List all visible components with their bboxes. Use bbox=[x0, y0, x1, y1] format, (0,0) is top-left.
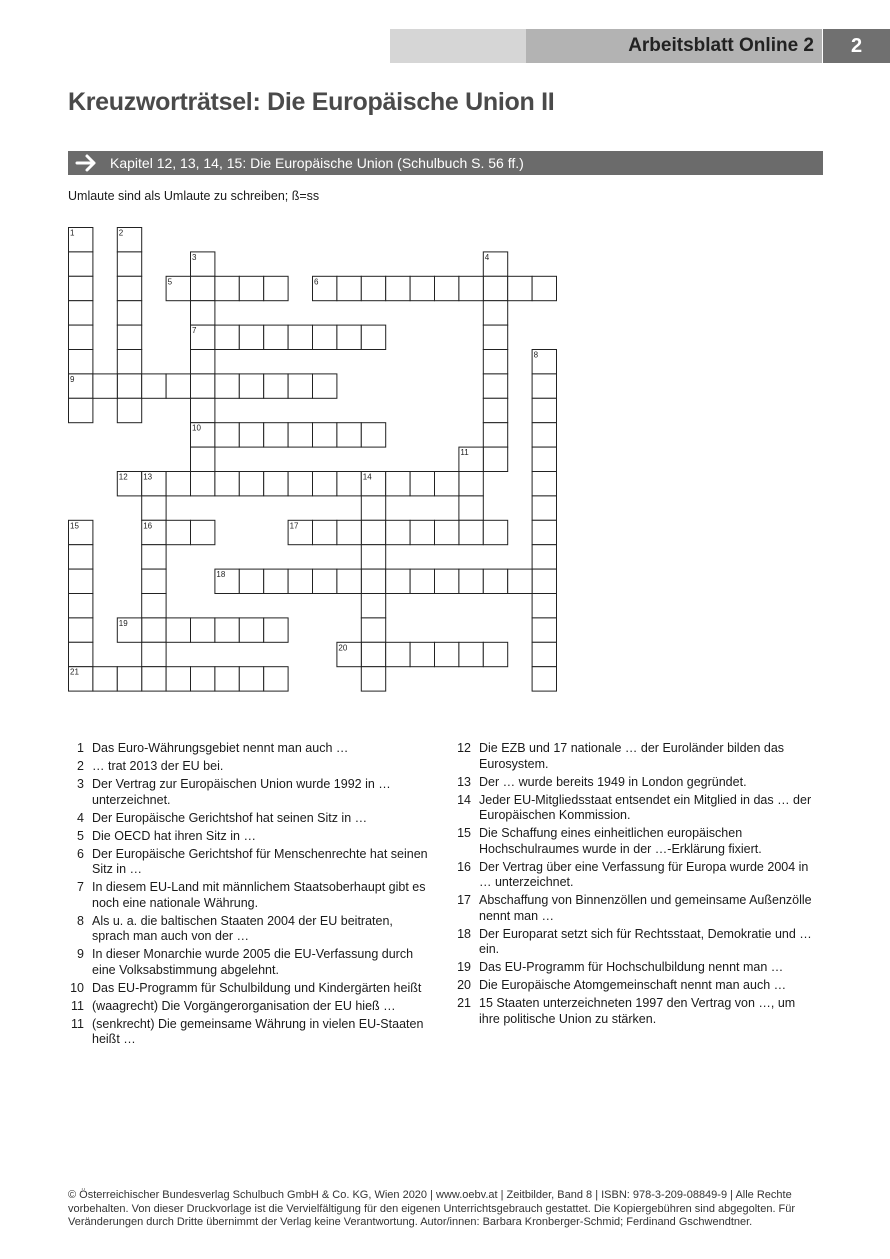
clue-item bbox=[68, 759, 428, 775]
crossword-cell[interactable] bbox=[532, 447, 556, 471]
clue-item bbox=[68, 847, 428, 878]
crossword-cell[interactable] bbox=[386, 276, 410, 300]
clue-item-text: Die OECD hat ihren Sitz in … bbox=[92, 828, 256, 843]
crossword-cell[interactable] bbox=[532, 496, 556, 520]
crossword-cell[interactable] bbox=[69, 594, 93, 618]
clue-item-number: 19 bbox=[457, 960, 471, 974]
crossword-cell[interactable] bbox=[337, 276, 361, 300]
crossword-cell[interactable] bbox=[288, 423, 312, 447]
crossword-cell[interactable] bbox=[532, 472, 556, 496]
crossword-cell[interactable] bbox=[386, 642, 410, 666]
clue-item bbox=[455, 927, 815, 958]
crossword-cell[interactable] bbox=[483, 276, 507, 300]
clue-item bbox=[68, 829, 428, 845]
clue-item-text: Der Vertrag über eine Verfassung für Europa wurde 2004 in … unterzeichnet. bbox=[479, 859, 809, 889]
crossword-cell[interactable] bbox=[483, 350, 507, 374]
crossword-cell[interactable] bbox=[313, 325, 337, 349]
clue-item-number: 7 bbox=[77, 880, 84, 894]
clue-item-text: Der Europäische Gerichtshof für Menschenrechte hat seinen Sitz in … bbox=[92, 846, 428, 876]
clue-number: 4 bbox=[484, 252, 490, 262]
clue-item bbox=[68, 811, 428, 827]
crossword-cell[interactable] bbox=[264, 423, 288, 447]
clue-number: 9 bbox=[70, 374, 75, 384]
clue-item-text: Der Europarat setzt sich für Rechtsstaat, Demokratie und … ein. bbox=[479, 926, 812, 956]
crossword-cell[interactable] bbox=[361, 276, 385, 300]
crossword-cell[interactable] bbox=[459, 520, 483, 544]
crossword-cell[interactable] bbox=[215, 325, 239, 349]
crossword-cell[interactable] bbox=[239, 618, 263, 642]
crossword-cell[interactable] bbox=[483, 520, 507, 544]
clue-number: 17 bbox=[289, 521, 299, 531]
crossword-cell[interactable] bbox=[410, 472, 434, 496]
clue-item-text: In diesem EU-Land mit männlichem Staatsoberhaupt gibt es noch eine nationale Währung. bbox=[92, 880, 426, 910]
clue-item-text: In dieser Monarchie wurde 2005 die EU-Verfassung durch eine Volksabstimmung abgelehnt. bbox=[92, 947, 414, 977]
clue-item-number: 20 bbox=[457, 978, 471, 992]
crossword-cell[interactable] bbox=[532, 642, 556, 666]
crossword-cell[interactable] bbox=[483, 325, 507, 349]
crossword-cell[interactable] bbox=[69, 350, 93, 374]
clue-item bbox=[68, 999, 428, 1015]
crossword-cell[interactable] bbox=[239, 374, 263, 398]
worksheet-label: Arbeitsblatt Online 2 bbox=[628, 35, 814, 56]
clue-item-number: 4 bbox=[77, 810, 84, 825]
crossword-cell[interactable] bbox=[69, 398, 93, 422]
crossword-cell[interactable] bbox=[93, 667, 117, 691]
crossword-cell[interactable] bbox=[142, 496, 166, 520]
clue-item bbox=[68, 947, 428, 978]
crossword-cell[interactable] bbox=[532, 594, 556, 618]
crossword-cell[interactable] bbox=[215, 423, 239, 447]
crossword-cell[interactable] bbox=[69, 618, 93, 642]
crossword-cell[interactable] bbox=[264, 569, 288, 593]
crossword-cell[interactable] bbox=[532, 374, 556, 398]
crossword-cell[interactable] bbox=[69, 276, 93, 300]
crossword-cell[interactable] bbox=[191, 301, 215, 325]
clue-item-number: 17 bbox=[457, 893, 471, 907]
crossword-cell[interactable] bbox=[313, 423, 337, 447]
crossword-cell[interactable] bbox=[361, 423, 385, 447]
crossword-cell[interactable] bbox=[166, 374, 190, 398]
clue-item bbox=[455, 996, 815, 1027]
crossword-cell[interactable] bbox=[288, 569, 312, 593]
clue-item-number: 14 bbox=[457, 792, 471, 807]
clue-item-number: 9 bbox=[77, 947, 84, 961]
crossword-cell[interactable] bbox=[410, 642, 434, 666]
crossword-cell[interactable] bbox=[264, 472, 288, 496]
crossword-cell[interactable] bbox=[117, 398, 141, 422]
clue-number: 1 bbox=[70, 228, 75, 238]
clue-item-number: 10 bbox=[70, 980, 84, 995]
crossword-cell[interactable] bbox=[239, 276, 263, 300]
crossword-cell[interactable] bbox=[361, 325, 385, 349]
crossword-cell[interactable] bbox=[117, 374, 141, 398]
page-number: 2 bbox=[823, 29, 890, 63]
crossword-cell[interactable] bbox=[69, 569, 93, 593]
crossword-cell[interactable] bbox=[435, 569, 459, 593]
clue-number: 19 bbox=[118, 618, 128, 628]
crossword-cell[interactable] bbox=[117, 667, 141, 691]
crossword-cell[interactable] bbox=[532, 276, 556, 300]
crossword-cell[interactable] bbox=[508, 276, 532, 300]
crossword-cell[interactable] bbox=[435, 520, 459, 544]
crossword-cell[interactable] bbox=[483, 569, 507, 593]
crossword-cell[interactable] bbox=[361, 667, 385, 691]
clue-item-number: 18 bbox=[457, 926, 471, 941]
crossword-cell[interactable] bbox=[361, 618, 385, 642]
clue-item-text: Der Vertrag zur Europäischen Union wurde 1992 in … unterzeichnet. bbox=[92, 777, 391, 807]
crossword-cell[interactable] bbox=[93, 374, 117, 398]
crossword-cell[interactable] bbox=[410, 569, 434, 593]
clue-list-left bbox=[68, 741, 428, 1050]
crossword-cell[interactable] bbox=[459, 569, 483, 593]
crossword-cell[interactable] bbox=[166, 520, 190, 544]
crossword-cell[interactable] bbox=[410, 520, 434, 544]
crossword-cell[interactable] bbox=[191, 667, 215, 691]
clue-item bbox=[455, 826, 815, 857]
crossword-cell[interactable] bbox=[239, 472, 263, 496]
crossword-cell[interactable] bbox=[483, 374, 507, 398]
crossword-cell[interactable] bbox=[435, 276, 459, 300]
crossword-cell[interactable] bbox=[142, 545, 166, 569]
crossword-cell[interactable] bbox=[191, 472, 215, 496]
clue-number: 5 bbox=[167, 277, 173, 287]
crossword-cell[interactable] bbox=[142, 667, 166, 691]
crossword-cell[interactable] bbox=[215, 472, 239, 496]
clue-item-text: 15 Staaten unterzeichneten 1997 den Vertrag von …, um ihre politische Union zu stärken. bbox=[479, 996, 796, 1026]
crossword-cell[interactable] bbox=[313, 472, 337, 496]
crossword-cell[interactable] bbox=[142, 618, 166, 642]
crossword-cell[interactable] bbox=[483, 301, 507, 325]
clue-item-text: Jeder EU-Mitgliedsstaat entsendet ein Mitglied in das … der Europäischen Kommission. bbox=[479, 792, 812, 822]
crossword-cell[interactable] bbox=[361, 496, 385, 520]
crossword-cell[interactable] bbox=[117, 252, 141, 276]
crossword-cell[interactable] bbox=[69, 545, 93, 569]
clue-item bbox=[455, 775, 815, 791]
clue-item bbox=[455, 793, 815, 824]
clue-item bbox=[68, 1017, 428, 1048]
clue-item bbox=[68, 914, 428, 945]
clue-number: 16 bbox=[143, 521, 153, 531]
crossword-cell[interactable] bbox=[508, 569, 532, 593]
crossword-cell[interactable] bbox=[337, 423, 361, 447]
crossword-cell[interactable] bbox=[337, 472, 361, 496]
crossword-cell[interactable] bbox=[288, 472, 312, 496]
crossword-cell[interactable] bbox=[337, 325, 361, 349]
clue-item-text: Als u. a. die baltischen Staaten 2004 der EU beitraten, sprach man auch von der … bbox=[92, 913, 393, 943]
clue-item-number: 1 bbox=[77, 741, 84, 755]
crossword-cell[interactable] bbox=[386, 472, 410, 496]
copyright-footer: © Österreichischer Bundesverlag Schulbuch GmbH & Co. KG, Wien 2020 | www.oebv.at | Zeitbilder, Band 8 | ISBN: 978-3-209-08849-9 | Alle Rechte vorbehalten. Von dieser Druckvorlage ist die Vervielfältigung für den eigenen Unterrichtsgebrauch gestattet. Die Kopiergebühren sind abgegolten. Für Veränderungen durch Dritte übernimmt der Verlag keine Verantwortung. Autor/innen: Barbara Kronberger-Schmid; Ferdinand Gschwendtner. bbox=[68, 1189, 796, 1228]
crossword-cell[interactable] bbox=[532, 398, 556, 422]
clue-number: 11 bbox=[460, 448, 469, 458]
crossword-cell[interactable] bbox=[215, 374, 239, 398]
clue-item-text: Die Schaffung eines einheitlichen europäischen Hochschulraumes wurde in der …-Erklärung fixiert. bbox=[479, 826, 762, 856]
clue-item-number: 11 bbox=[71, 998, 84, 1013]
chapter-reference: Kapitel 12, 13, 14, 15: Die Europäische Union (Schulbuch S. 56 ff.) bbox=[110, 155, 524, 171]
clue-item-number: 16 bbox=[457, 859, 471, 874]
clue-number: 2 bbox=[118, 228, 124, 238]
crossword-cell[interactable] bbox=[532, 545, 556, 569]
crossword-cell[interactable] bbox=[361, 545, 385, 569]
crossword-cell[interactable] bbox=[386, 520, 410, 544]
crossword-cell[interactable] bbox=[191, 276, 215, 300]
crossword-cell[interactable] bbox=[483, 642, 507, 666]
clue-item bbox=[455, 960, 815, 976]
crossword-cell[interactable] bbox=[361, 569, 385, 593]
clue-item-text: Der … wurde bereits 1949 in London gegründet. bbox=[479, 774, 747, 789]
clue-number: 10 bbox=[192, 423, 201, 433]
crossword-cell[interactable] bbox=[361, 642, 385, 666]
crossword-cell[interactable] bbox=[337, 569, 361, 593]
clue-number: 8 bbox=[533, 350, 539, 360]
crossword-cell[interactable] bbox=[191, 374, 215, 398]
crossword-cell[interactable] bbox=[288, 325, 312, 349]
crossword-cell[interactable] bbox=[239, 667, 263, 691]
clue-item-text: Das EU-Programm für Hochschulbildung nennt man … bbox=[479, 960, 784, 974]
crossword-cell[interactable] bbox=[532, 667, 556, 691]
crossword-cell[interactable] bbox=[313, 374, 337, 398]
clue-number: 6 bbox=[314, 277, 319, 287]
crossword-cell[interactable] bbox=[239, 569, 263, 593]
clue-item bbox=[68, 741, 428, 757]
clue-item bbox=[68, 880, 428, 911]
crossword-cell[interactable] bbox=[117, 325, 141, 349]
crossword-cell[interactable] bbox=[483, 423, 507, 447]
clue-number: 13 bbox=[143, 472, 153, 482]
crossword-cell[interactable] bbox=[166, 472, 190, 496]
clue-item-text: Der Europäische Gerichtshof hat seinen Sitz in … bbox=[92, 810, 368, 825]
instruction-note: Umlaute sind als Umlaute zu schreiben; ß=ss bbox=[68, 189, 320, 203]
clue-item-number: 2 bbox=[77, 759, 84, 773]
crossword-cell[interactable] bbox=[166, 618, 190, 642]
crossword-cell[interactable] bbox=[215, 276, 239, 300]
clue-item-number: 6 bbox=[77, 846, 84, 861]
crossword-cell[interactable] bbox=[264, 667, 288, 691]
clue-item-text: Abschaffung von Binnenzöllen und gemeinsame Außenzölle nennt man … bbox=[479, 893, 812, 923]
crossword-cell[interactable] bbox=[215, 667, 239, 691]
crossword-cell[interactable] bbox=[69, 252, 93, 276]
crossword-cell[interactable] bbox=[532, 423, 556, 447]
clue-item-text: Die Europäische Atomgemeinschaft nennt man auch … bbox=[479, 978, 787, 992]
crossword-cell[interactable] bbox=[239, 423, 263, 447]
crossword-cell[interactable] bbox=[459, 472, 483, 496]
clue-item-number: 12 bbox=[457, 741, 471, 755]
clue-item-text: … trat 2013 der EU bei. bbox=[92, 759, 224, 773]
crossword-cell[interactable] bbox=[435, 472, 459, 496]
clue-item-number: 21 bbox=[457, 996, 471, 1010]
crossword-cell[interactable] bbox=[264, 276, 288, 300]
clue-item bbox=[455, 860, 815, 891]
crossword-cell[interactable] bbox=[483, 398, 507, 422]
clue-number: 21 bbox=[70, 667, 79, 677]
clue-item-text: Das EU-Programm für Schulbildung und Kindergärten heißt bbox=[92, 980, 422, 995]
crossword-cell[interactable] bbox=[435, 642, 459, 666]
clue-item bbox=[68, 981, 428, 997]
clue-item-number: 11 bbox=[71, 1016, 84, 1031]
crossword-cell[interactable] bbox=[386, 569, 410, 593]
crossword-cell[interactable] bbox=[69, 325, 93, 349]
crossword-cell[interactable] bbox=[117, 350, 141, 374]
crossword-cell[interactable] bbox=[532, 618, 556, 642]
clue-item-number: 15 bbox=[457, 826, 471, 840]
crossword-cell[interactable] bbox=[313, 569, 337, 593]
clue-item-text: Das Euro-Währungsgebiet nennt man auch … bbox=[92, 741, 349, 755]
crossword-cell[interactable] bbox=[142, 594, 166, 618]
clue-item-number: 8 bbox=[77, 913, 84, 928]
crossword-cell[interactable] bbox=[69, 301, 93, 325]
crossword-cell[interactable] bbox=[191, 618, 215, 642]
clue-number: 18 bbox=[216, 570, 226, 580]
crossword-cell[interactable] bbox=[264, 618, 288, 642]
crossword-cell[interactable] bbox=[166, 667, 190, 691]
clue-item-text: (senkrecht) Die gemeinsame Währung in vielen EU-Staaten heißt … bbox=[92, 1016, 424, 1046]
clue-item bbox=[455, 893, 815, 924]
crossword-cell[interactable] bbox=[191, 520, 215, 544]
crossword-cell[interactable] bbox=[117, 276, 141, 300]
clue-number: 14 bbox=[362, 472, 372, 482]
clue-item-number: 13 bbox=[457, 774, 471, 789]
crossword-cell[interactable] bbox=[191, 447, 215, 471]
crossword-cell[interactable] bbox=[361, 594, 385, 618]
page-title: Kreuzworträtsel: Die Europäische Union II bbox=[68, 88, 555, 116]
clue-item-text: (waagrecht) Die Vorgängerorganisation der EU hieß … bbox=[92, 998, 396, 1013]
clue-number: 20 bbox=[338, 643, 348, 653]
crossword-cell[interactable] bbox=[264, 325, 288, 349]
crossword-cell[interactable] bbox=[142, 642, 166, 666]
clue-item-number: 3 bbox=[77, 777, 84, 791]
crossword-cell[interactable] bbox=[264, 374, 288, 398]
crossword-cell[interactable] bbox=[459, 496, 483, 520]
clue-number: 15 bbox=[70, 521, 79, 531]
crossword-cell[interactable] bbox=[483, 447, 507, 471]
crossword-cell[interactable] bbox=[117, 301, 141, 325]
crossword-cell[interactable] bbox=[215, 618, 239, 642]
crossword-cell[interactable] bbox=[288, 374, 312, 398]
crossword-cell[interactable] bbox=[337, 520, 361, 544]
clue-item-text: Die EZB und 17 nationale … der Euroländer bilden das Eurosystem. bbox=[479, 741, 785, 771]
crossword-cell[interactable] bbox=[239, 325, 263, 349]
clue-item bbox=[455, 741, 815, 772]
crossword-cell[interactable] bbox=[361, 520, 385, 544]
crossword-cell[interactable] bbox=[191, 350, 215, 374]
clue-item bbox=[455, 978, 815, 994]
crossword-cell[interactable] bbox=[313, 520, 337, 544]
crossword-cell[interactable] bbox=[532, 569, 556, 593]
clue-number: 7 bbox=[192, 326, 197, 336]
clue-item bbox=[68, 777, 428, 808]
crossword-cell[interactable] bbox=[532, 520, 556, 544]
crossword-cell[interactable] bbox=[459, 276, 483, 300]
crossword-cell[interactable] bbox=[69, 642, 93, 666]
clue-list-right bbox=[455, 741, 815, 1030]
crossword-cell[interactable] bbox=[191, 398, 215, 422]
clue-number: 12 bbox=[118, 472, 128, 482]
clue-number: 3 bbox=[192, 252, 197, 262]
crossword-cell[interactable] bbox=[142, 569, 166, 593]
crossword-cell[interactable] bbox=[142, 374, 166, 398]
crossword-cell[interactable] bbox=[459, 642, 483, 666]
crossword-cell[interactable] bbox=[410, 276, 434, 300]
clue-item-number: 5 bbox=[77, 828, 84, 843]
